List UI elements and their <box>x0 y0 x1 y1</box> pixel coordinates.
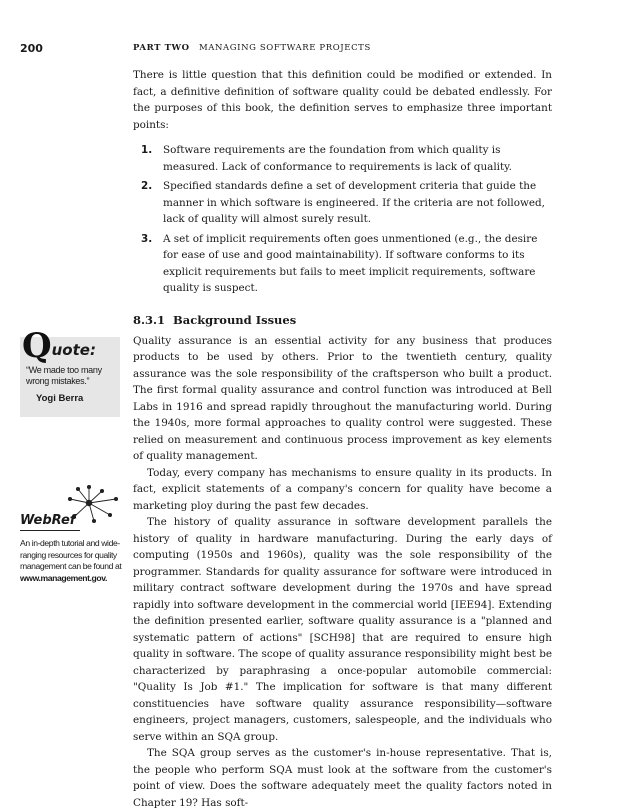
points-list <box>133 142 552 297</box>
intro-paragraph: There is little question that this definition could be modified or extended. In fact, a definitive definition of software quality could be debated endlessly. For the purposes of this book, the definition serves to emphasize three important points: <box>133 69 552 131</box>
list-item-number: 3. <box>141 232 153 245</box>
list-item <box>133 231 552 297</box>
section-heading <box>133 311 552 329</box>
webref-text <box>20 538 122 585</box>
section-title: Background Issues <box>173 312 297 327</box>
quote-heading <box>22 326 114 366</box>
list-item-number: 2. <box>141 180 153 192</box>
body-paragraph: The SQA group serves as the customer's in-house representative. That is, the people who perform SQA must look at the software from the customer's point of view. Does the software adequately meet the quality factors noted in Chapter 19? Has soft- <box>133 747 552 809</box>
section-number: 8.3.1 <box>133 312 166 327</box>
part-title: MANAGING SOFTWARE PROJECTS <box>198 43 371 53</box>
running-head <box>133 43 371 53</box>
body-paragraph: Today, every company has mechanisms to ensure quality in its products. In fact, explicit statements of a company's concern for quality have become a marketing ploy during the past few decades. <box>133 466 552 512</box>
quote-author: Yogi Berra <box>36 393 84 404</box>
webref-url[interactable]: www.management.gov. <box>20 573 107 584</box>
page-number: 200 <box>20 42 43 55</box>
webref-label: WebRef <box>20 513 80 531</box>
webref-description: An in-depth tutorial and wide-ranging resources for quality management can be found at <box>20 538 122 572</box>
list-item-text: Specified standards define a set of development criteria that guide the manner in which software is engineered. If the criteria are not followed, lack of quality will almost surely result. <box>163 180 545 225</box>
main-text <box>133 67 552 811</box>
list-item <box>133 142 552 175</box>
part-label: PART TWO <box>133 43 190 53</box>
list-item <box>133 178 552 228</box>
quote-text: “We made too many wrong mistakes.” <box>26 365 102 386</box>
quote-heading-rest: uote: <box>51 341 96 359</box>
quote-q-letter: Q <box>22 326 52 366</box>
body-paragraph: Quality assurance is an essential activity for any business that produces products to be used by others. Prior to the twentieth century, quality assurance was the sole responsibility of the craftsperson who built a product. The first formal quality assurance and control function was introduced at Bell Labs in 1916 and spread rapidly throughout the manufacturing world. During the 1940s, more formal approaches to quality control were suggested. These relied on measurement and continuous process improvement as key elements of quality management. <box>133 334 552 462</box>
body-paragraph: The history of quality assurance in software development parallels the history of quality in hardware manufacturing. During the early days of computing (1950s and 1960s), quality was the sole responsibility of the programmer. Standards for quality assurance for software were introduced in military contract software development during the 1970s and have spread rapidly into software development in the commercial world [IEE94]. Extending the definition presented earlier, software quality assurance is a "planned and systematic pattern of actions" [SCH98] that are required to ensure high quality in software. The scope of quality assurance responsibility might best be characterized by paraphrasing a once-popular automobile commercial: "Quality Is Job #1." The implication for software is that many different constituencies have software quality assurance responsibility—software engineers, project managers, customers, salespeople, and the individuals who serve within an SQA group. <box>133 516 552 743</box>
quote-box <box>20 326 120 417</box>
list-item-text: A set of implicit requirements often goes unmentioned (e.g., the desire for ease of use and good maintainability). If software conforms to its explicit requirements but fails to meet implicit requirements, software quality is suspect. <box>163 232 538 294</box>
list-item-number: 1. <box>141 144 153 156</box>
list-item-text: Software requirements are the foundation from which quality is measured. Lack of conformance to requirements is lack of quality. <box>163 144 512 173</box>
